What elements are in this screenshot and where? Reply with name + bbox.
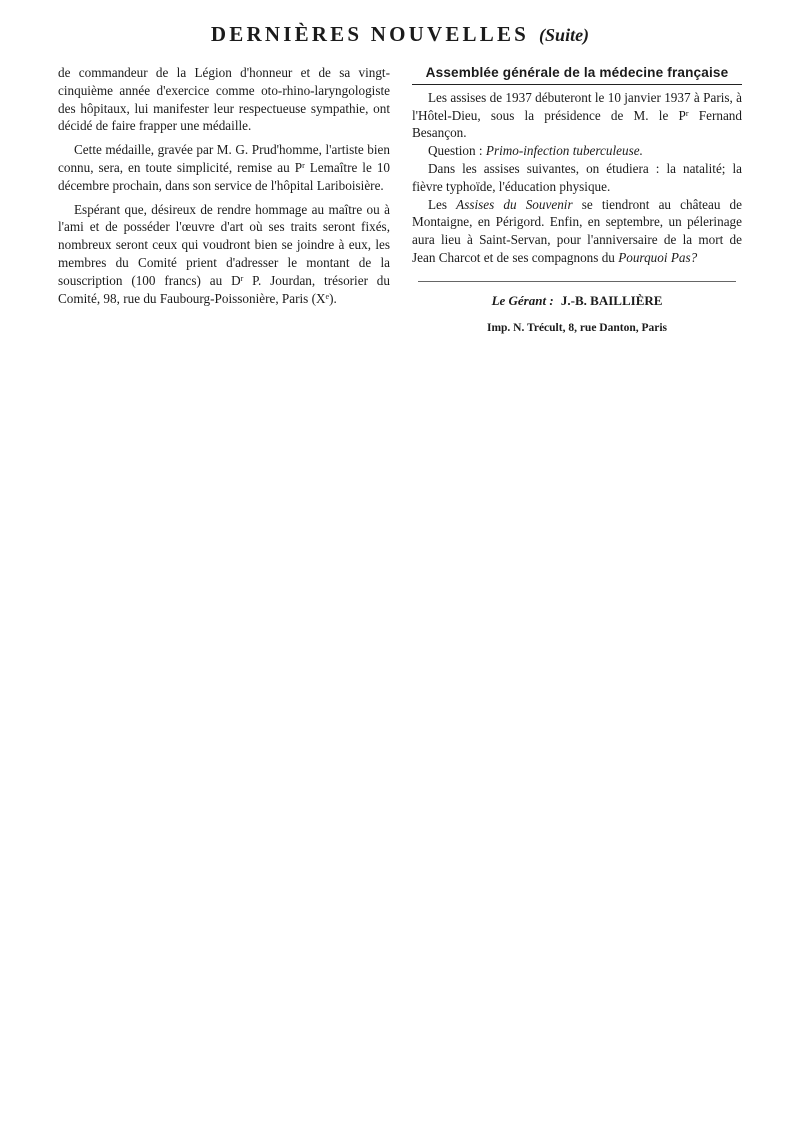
italic-text: Primo-infection tuberculeuse. [485, 143, 643, 159]
text-segment: Lemaître le 10 décembre prochain, dans son service de l'hôpital Lariboisière. [58, 159, 391, 193]
superscript: r [685, 108, 689, 118]
paragraph-next-assises: Dans les assises suivantes, on étudiera : la natalité; la fièvre typhoïde, l'éducation physique. [412, 160, 742, 194]
right-column [412, 64, 742, 337]
text-segment: Question : [428, 143, 486, 159]
section-title: Assemblée générale de la médecine française [412, 64, 742, 85]
divider [418, 281, 736, 282]
paragraph-assises-date [412, 89, 742, 142]
text-segment: ). [329, 290, 337, 306]
gerant-name: J.-B. BAILLIÈRE [560, 292, 663, 308]
page-header [0, 22, 800, 47]
text-segment: Fernand Besançon. [412, 107, 742, 141]
paragraph-question [412, 142, 742, 160]
imprint-line: Imp. N. Trécult, 8, rue Danton, Paris [486, 321, 668, 334]
italic-text: Pourquoi Pas? [618, 249, 698, 265]
paragraph-souvenir [412, 196, 742, 267]
paragraph-medal-engraving [58, 141, 390, 194]
paragraph-subscription [58, 201, 390, 308]
text-segment: se tiendront au château de Montaigne, en Périgord. Enfin, en septembre, un pélerinage aura lieu à Saint-Servan, pour l'anniversaire de la mort de Jean Charcot et de ses compagnons du [412, 196, 742, 265]
paragraph-medal-intro: de commandeur de la Légion d'honneur et de sa vingt-cinquième année d'exercice comme oto-rhino-laryngologiste des hôpitaux, lui manifester leur respectueuse sympathie, ont décidé de faire frapper une médaille. [58, 65, 390, 134]
gerant-line [412, 292, 742, 310]
left-column [58, 64, 390, 313]
superscript: r [302, 160, 305, 170]
text-segment: Les [428, 196, 457, 212]
page-title: DERNIÈRES NOUVELLES [210, 22, 530, 46]
italic-text: Assises du Souvenir [456, 196, 573, 212]
gerant-label: Le Gérant : [491, 292, 554, 308]
superscript: e [325, 291, 330, 301]
page-title-suite: (Suite) [539, 25, 590, 45]
text-segment: Les assises de 1937 débuteront le 10 janvier 1937 à Paris, à l'Hôtel-Dieu, sous la présidence de M. le P [412, 89, 742, 123]
text-segment: Espérant que, désireux de rendre hommage au maître ou à l'ami et de posséder l'œuvre d'art où ses traits seront fixés, nombreux seront ceux qui voudront bien se joindre à eux, les membres du Comité prient d'adresser le montant de la souscription (100 francs) au D [58, 201, 390, 288]
text-segment: P. Jourdan, trésorier du Comité, 98, rue du Faubourg-Poissonière, Paris (X [58, 272, 390, 306]
text-segment: Cette médaille, gravée par M. G. Prud'homme, l'artiste bien connu, sera, en toute simplicité, remise au P [58, 142, 390, 175]
superscript: r [240, 273, 244, 283]
